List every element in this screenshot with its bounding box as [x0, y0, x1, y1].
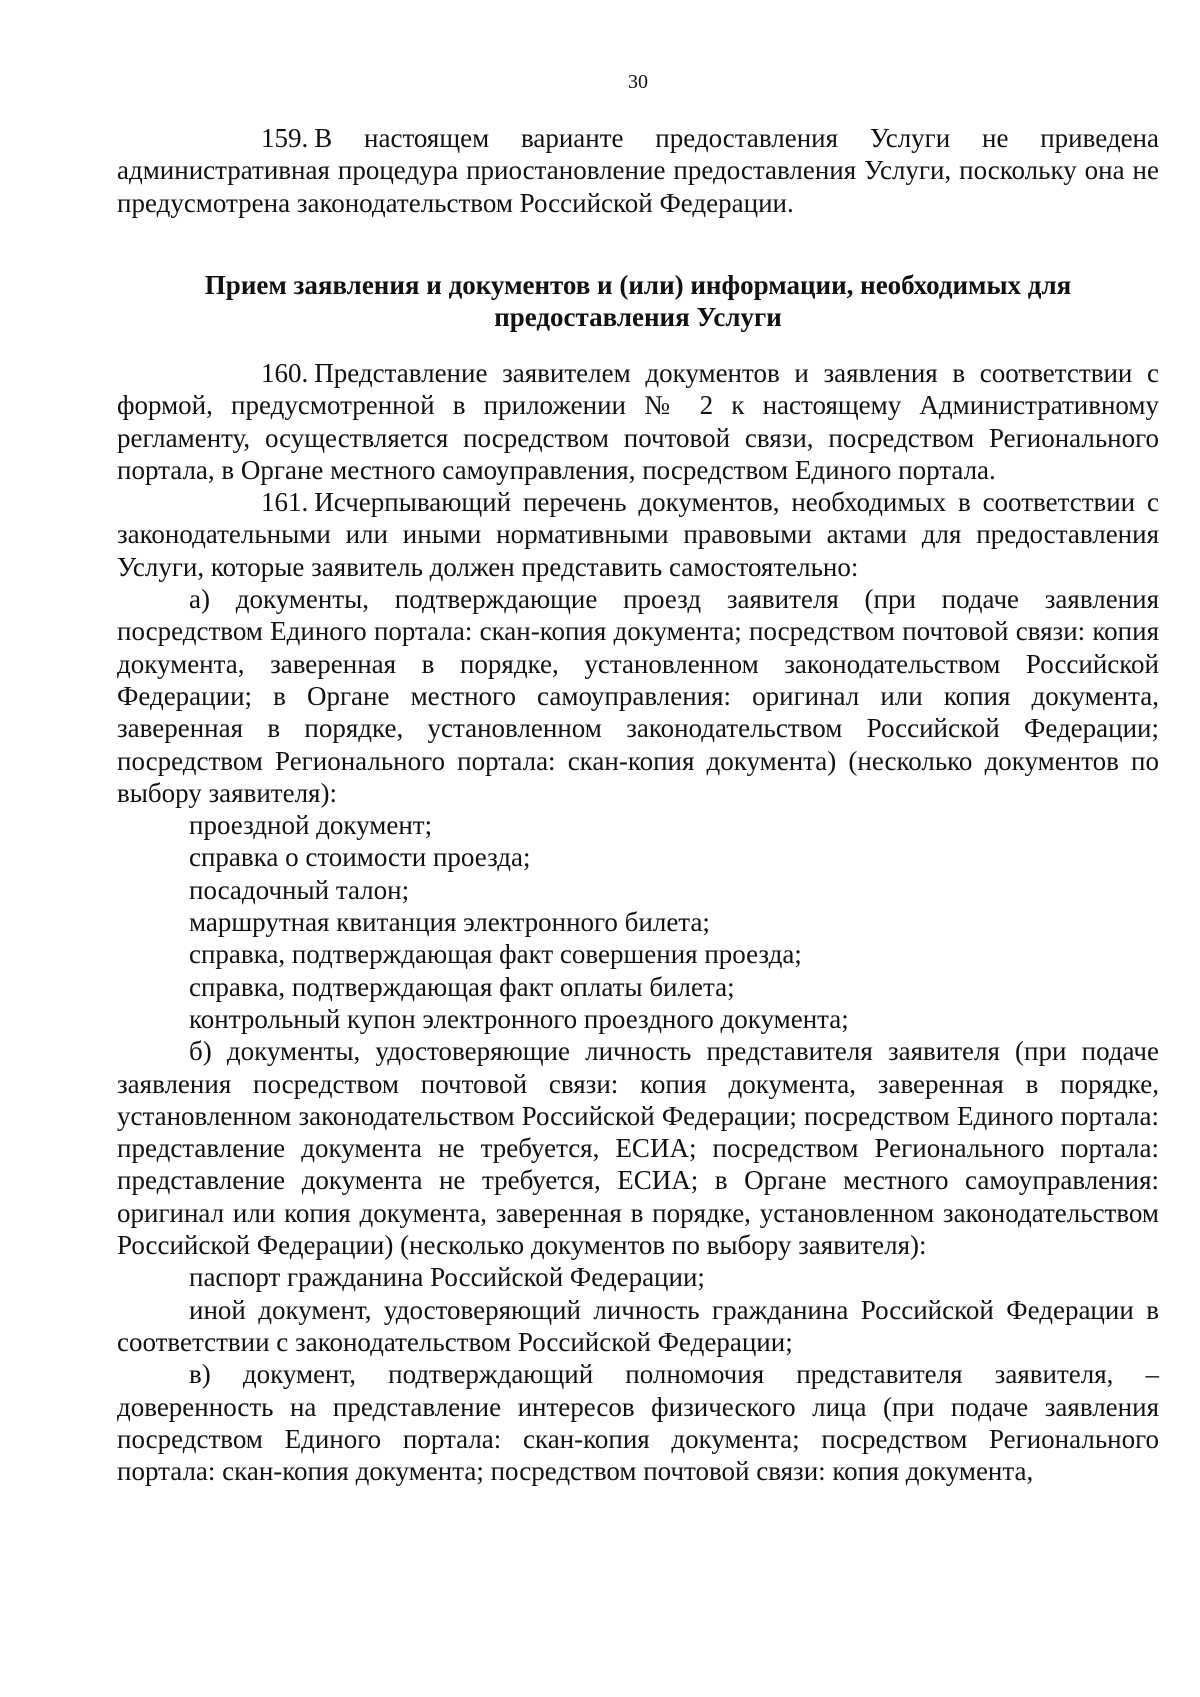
list-item: иной документ, удостоверяющий личность гражданина Российской Федерации в соответствии с законодательством Российской Федерации; — [117, 1294, 1159, 1357]
page-number: 30 — [628, 71, 648, 93]
paragraph-159 — [117, 122, 1159, 219]
list-item: контрольный купон электронного проездного документа; — [189, 1003, 849, 1034]
list-item: паспорт гражданина Российской Федерации; — [189, 1262, 705, 1293]
list-item: посадочный талон; — [189, 874, 410, 905]
paragraph-text: Представление заявителем документов и заявления в соответствии с формой, предусмотренной в приложении № 2 к настоящему Административному регламенту, осуществляется посредством почтовой связи, посредством Регионального портала, в Органе местного самоуправления, посредством Единого портала. — [117, 358, 1159, 485]
list-item: справка о стоимости проезда; — [189, 842, 531, 873]
paragraph-161 — [117, 486, 1159, 583]
section-heading — [117, 269, 1159, 334]
paragraph-text: В настоящем варианте предоставления Услуги не приведена административная процедура приостановление предоставления Услуги, поскольку она не предусмотрена законодательством Российской Федерации. — [117, 123, 1159, 218]
list-item: справка, подтверждающая факт оплаты билета; — [189, 971, 735, 1002]
item-a: а) документы, подтверждающие проезд заявителя (при подаче заявления посредством Единого портала: скан-копия документа; посредством почтовой связи: копия документа, заверенная в порядке, установленном законодательством Российской Федерации; в Органе местного самоуправления: оригинал или копия документа, заверенная в порядке, установленном законодательством Российской Федерации; посредством Регионального портала: скан-копия документа) (несколько документов по выбору заявителя): — [117, 584, 1159, 808]
item-v: в) документ, подтверждающий полномочия представителя заявителя, – доверенность на представление интересов физического лица (при подаче заявления посредством Единого портала: скан-копия документа; посредством Регионального портала: скан-копия документа; посредством почтовой связи: копия документа, — [117, 1359, 1159, 1487]
list-item: справка, подтверждающая факт совершения проезда; — [189, 939, 802, 970]
section-body — [117, 357, 1159, 1487]
list-item: маршрутная квитанция электронного билета; — [189, 907, 710, 938]
paragraph-160 — [117, 357, 1159, 486]
paragraph-number: 161. — [261, 487, 309, 518]
section-heading-line-2: предоставления Услуги — [494, 302, 782, 333]
section-heading-line-1: Прием заявления и документов и (или) информации, необходимых для — [204, 270, 1072, 300]
paragraph-number: 159. — [261, 123, 309, 153]
paragraph-text: Исчерпывающий перечень документов, необходимых в соответствии с законодательными или иными нормативными правовыми актами для предоставления Услуги, которые заявитель должен представить самостоятельно: — [117, 487, 1159, 582]
list-item: проездной документ; — [189, 810, 433, 841]
paragraph-number: 160. — [261, 358, 309, 388]
item-b: б) документы, удостоверяющие личность представителя заявителя (при подаче заявления посредством почтовой связи: копия документа, заверенная в порядке, установленном законодательством Российской Федерации; посредством Единого портала: представление документа не требуется, ЕСИА; посредством Регионального портала: представление документа не требуется, ЕСИА; в Органе местного самоуправления: оригинал или копия документа, заверенная в порядке, установленном законодательством Российской Федерации) (несколько документов по выбору заявителя): — [117, 1036, 1159, 1261]
